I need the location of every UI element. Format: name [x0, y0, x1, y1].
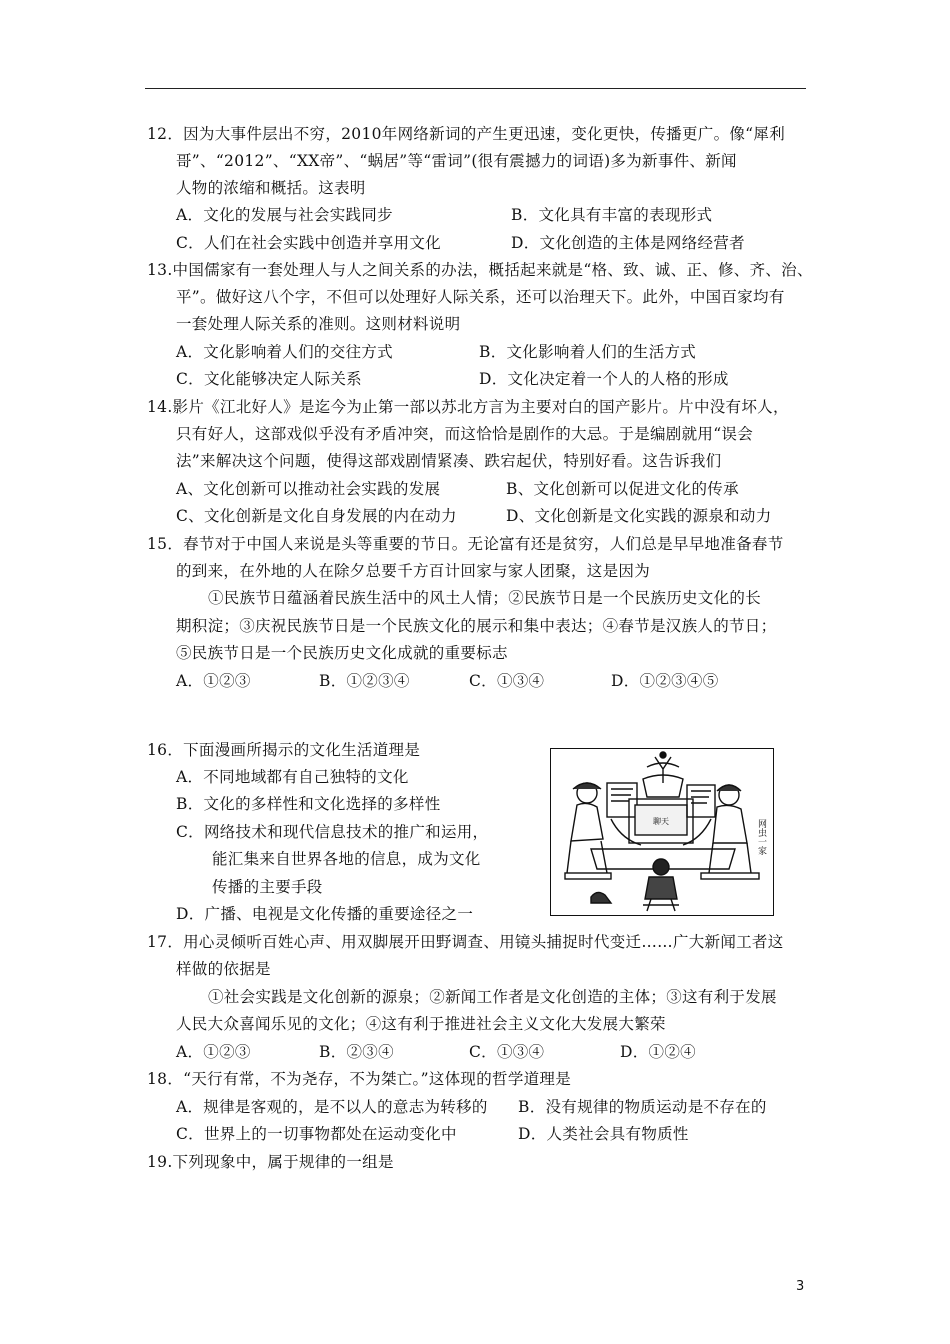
page-number: 3	[796, 1279, 805, 1294]
q15-option-a: A．①②③	[176, 672, 251, 690]
cartoon-image	[550, 748, 774, 916]
q18-option-a: A．规律是客观的，是不以人的意志为转移的	[176, 1098, 488, 1116]
q15-stem-line2: 的到来，在外地的人在除夕总要千方百计回家与家人团聚，这是因为	[176, 562, 651, 580]
q17-stem-line1: 17．用心灵倾听百姓心声、用双脚展开田野调查、用镜头捕捉时代变迁……广大新闻工者这	[147, 933, 784, 951]
q12-option-b: B．文化具有丰富的表现形式	[511, 206, 713, 224]
q13-option-b: B．文化影响着人们的生活方式	[479, 343, 697, 361]
q12-option-a: A．文化的发展与社会实践同步	[176, 206, 393, 224]
q17-option-d: D．①②④	[620, 1043, 696, 1061]
q18-stem: 18．“天行有常，不为尧存，不为桀亡。”这体现的哲学道理是	[147, 1070, 572, 1088]
q13-option-c: C．文化能够决定人际关系	[176, 370, 362, 388]
q18-option-d: D．人类社会具有物质性	[518, 1125, 689, 1143]
q16-option-c-line2: 能汇集来自世界各地的信息，成为文化	[212, 850, 481, 868]
q14-option-c: C、文化创新是文化自身发展的内在动力	[176, 507, 457, 525]
q14-option-d: D、文化创新是文化实践的源泉和动力	[506, 507, 772, 525]
q14-option-a: A、文化创新可以推动社会实践的发展	[176, 480, 441, 498]
q15-option-b: B．①②③④	[319, 672, 410, 690]
q12-option-c: C．人们在社会实践中创造并享用文化	[176, 234, 441, 252]
q13-stem-line1: 13.中国儒家有一套处理人与人之间关系的办法，概括起来就是“格、致、诚、正、修、齐、治、	[147, 261, 813, 279]
q12-stem-line1: 12．因为大事件层出不穷，2010年网络新词的产生更迅速，变化更快，传播更广。像“犀利	[147, 125, 785, 143]
q14-stem-line1: 14.影片《江北好人》是迄今为止第一部以苏北方言为主要对白的国产影片。片中没有坏人，	[147, 398, 789, 416]
q16-option-c-line1: C．网络技术和现代信息技术的推广和运用，	[176, 823, 489, 841]
q13-stem-line3: 一套处理人际关系的准则。这则材料说明	[176, 315, 461, 333]
q15-statements-line3: ⑤民族节日是一个民族历史文化成就的重要标志	[176, 644, 508, 662]
q13-stem-line2: 平”。做好这八个字，不但可以处理好人际关系，还可以治理天下。此外，中国百家均有	[176, 288, 785, 306]
q15-option-c: C．①③④	[469, 672, 545, 690]
q14-stem-line3: 法”来解决这个问题，使得这部戏剧情紧凑、跌宕起伏，特别好看。这告诉我们	[176, 452, 722, 470]
q16-option-d: D．广播、电视是文化传播的重要途径之一	[176, 905, 474, 923]
q15-statements-line2: 期积淀；③庆祝民族节日是一个民族文化的展示和集中表达；④春节是汉族人的节日；	[176, 617, 777, 635]
q13-option-a: A．文化影响着人们的交往方式	[176, 343, 393, 361]
cartoon-screen-label: 聊天	[653, 817, 669, 826]
header-rule	[145, 88, 806, 89]
q15-statements-line1: ①民族节日蕴涵着民族生活中的风土人情；②民族节日是一个民族历史文化的长	[208, 589, 762, 607]
q17-statements-line1: ①社会实践是文化创新的源泉；②新闻工作者是文化创造的主体；③这有利于发展	[208, 988, 777, 1006]
q16-option-b: B．文化的多样性和文化选择的多样性	[176, 795, 441, 813]
q15-option-d: D．①②③④⑤	[611, 672, 719, 690]
q14-stem-line2: 只有好人，这部戏似乎没有矛盾冲突，而这恰恰是剧作的大忌。于是编剧就用“误会	[176, 425, 754, 443]
q17-option-c: C．①③④	[469, 1043, 545, 1061]
q18-option-c: C．世界上的一切事物都处在运动变化中	[176, 1125, 457, 1143]
q12-option-d: D．文化创造的主体是网络经营者	[511, 234, 745, 252]
q17-statements-line2: 人民大众喜闻乐见的文化；④这有利于推进社会主义文化大发展大繁荣	[176, 1015, 666, 1033]
q17-stem-line2: 样做的依据是	[176, 960, 271, 978]
q17-option-a: A．①②③	[176, 1043, 251, 1061]
q12-stem-line2: 哥”、“2012”、“XX帝”、“蜗居”等“雷词”(很有震撼力的词语)多为新事件、新闻	[176, 152, 737, 170]
q15-stem-line1: 15．春节对于中国人来说是头等重要的节日。无论富有还是贫穷，人们总是早早地准备春节	[147, 535, 784, 553]
cartoon-drawing	[551, 749, 773, 915]
cartoon-caption: 网虫一家	[756, 819, 766, 855]
q17-option-b: B．②③④	[319, 1043, 394, 1061]
q13-option-d: D．文化决定着一个人的人格的形成	[479, 370, 729, 388]
q12-stem-line3: 人物的浓缩和概括。这表明	[176, 179, 366, 197]
q16-stem: 16．下面漫画所揭示的文化生活道理是	[147, 741, 421, 759]
q14-option-b: B、文化创新可以促进文化的传承	[506, 480, 739, 498]
q19-stem: 19.下列现象中，属于规律的一组是	[147, 1153, 394, 1171]
q16-option-c-line3: 传播的主要手段	[212, 878, 323, 896]
q18-option-b: B．没有规律的物质运动是不存在的	[518, 1098, 767, 1116]
q16-option-a: A．不同地域都有自己独特的文化	[176, 768, 409, 786]
